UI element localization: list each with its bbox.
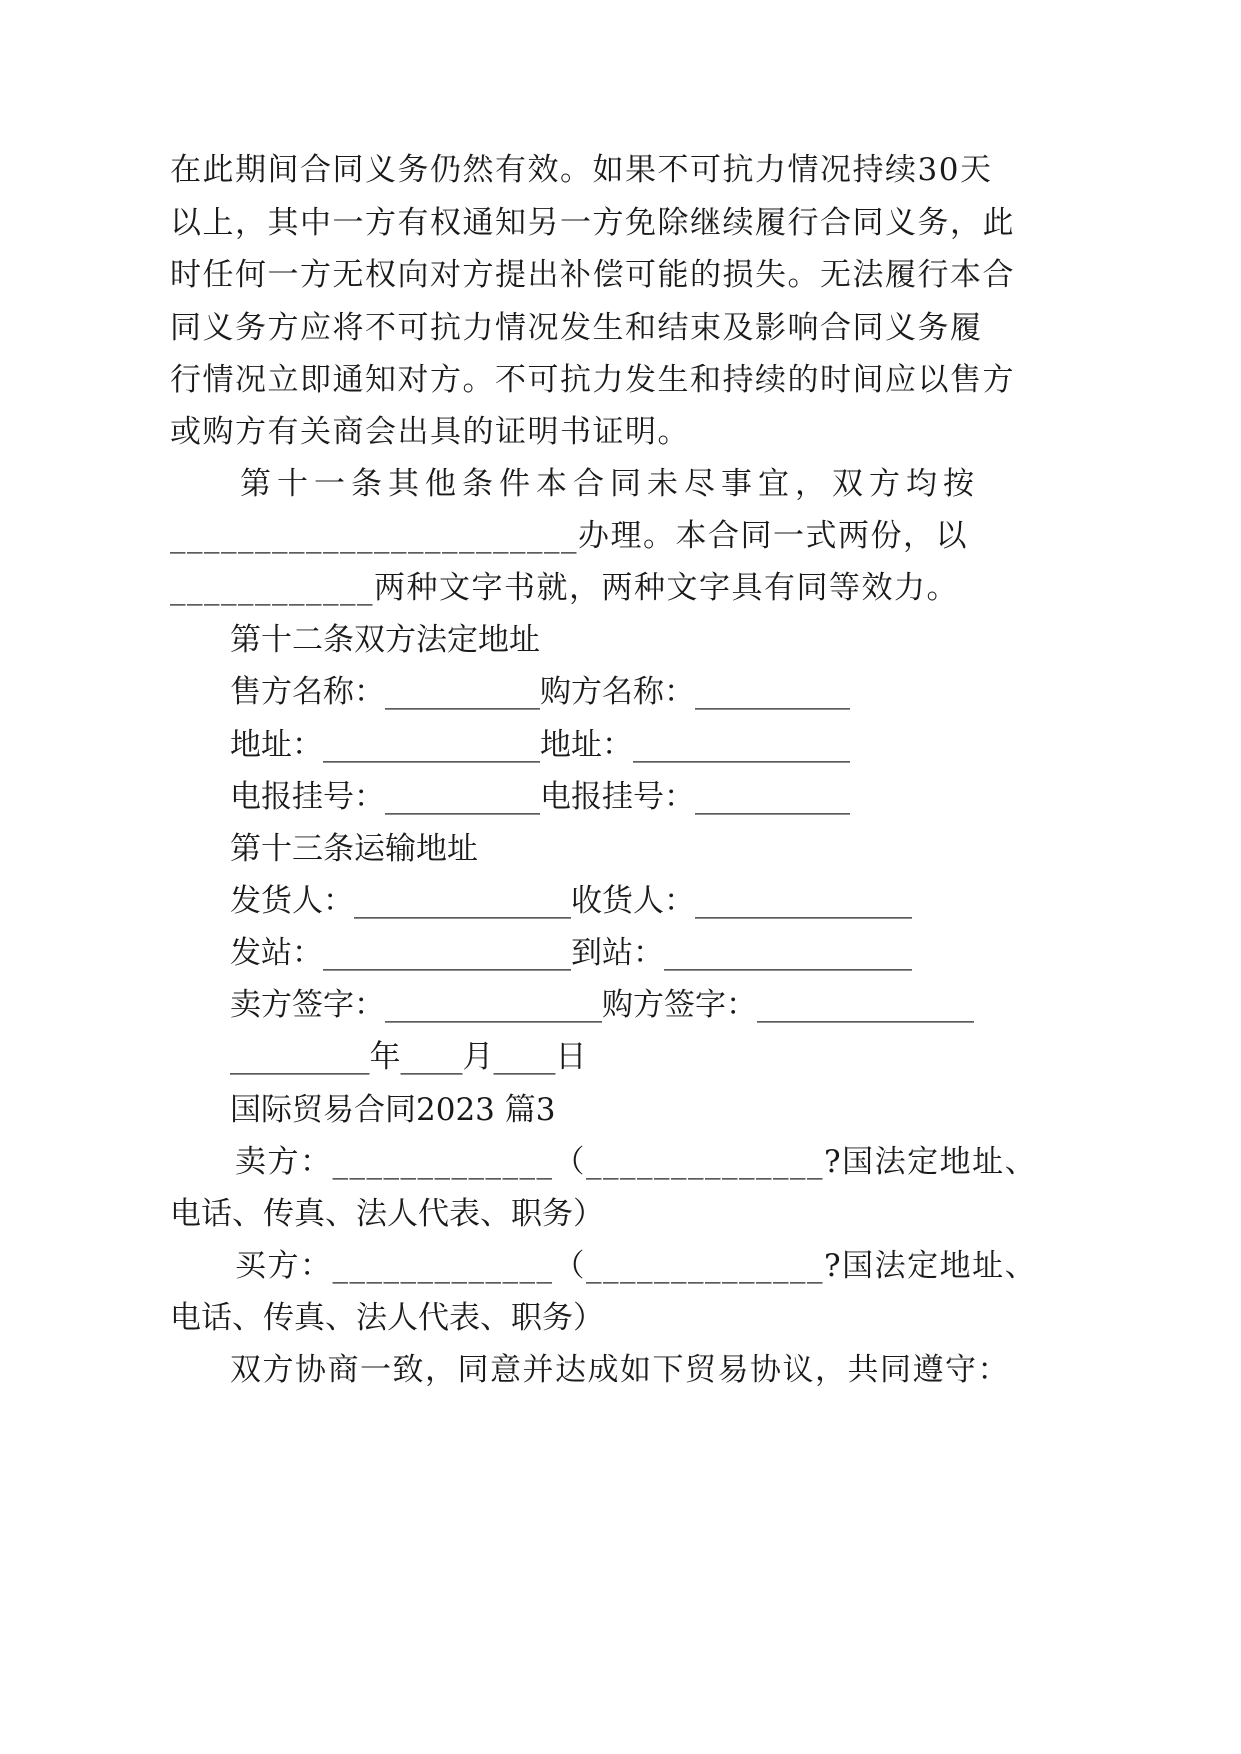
telegraph-line: 电报挂号：__________电报挂号：__________ [230, 779, 850, 815]
seller-buyer-name-line: 售方名称：__________购方名称：__________ [230, 674, 850, 710]
date-line: _________年____月____日 [230, 1039, 587, 1075]
station-line: 发站：________________到站：________________ [230, 935, 912, 971]
seller-line-continued: 电话、传真、法人代表、职务） [170, 1196, 604, 1232]
paragraph-line: 在此期间合同义务仍然有效。如果不可抗力情况持续30天 [170, 152, 993, 188]
shipper-consignee-line: 发货人：______________收货人：______________ [230, 883, 912, 919]
paragraph-line: 或购方有关商会出具的证明书证明。 [170, 414, 690, 450]
article-12-title: 第十二条双方法定地址 [230, 622, 540, 658]
article-11-line-3: ____________两种文字书就，两种文字具有同等效力。 [170, 570, 959, 606]
paragraph-line: 以上，其中一方有权通知另一方免除继续履行合同义务，此 [170, 205, 1015, 241]
agreement-line: 双方协商一致，同意并达成如下贸易协议，共同遵守： [230, 1352, 1010, 1388]
address-line: 地址：______________地址：______________ [230, 727, 850, 763]
signature-line: 卖方签字：______________购方签字：______________ [230, 987, 974, 1023]
buyer-line: 买方：_____________（______________?国法定地址、 [235, 1248, 1038, 1284]
buyer-line-continued: 电话、传真、法人代表、职务） [170, 1300, 604, 1336]
article-11-line-1: 第十一条其他条件本合同未尽事宜，双方均按 [240, 466, 980, 502]
paragraph-line: 同义务方应将不可抗力情况发生和结束及影响合同义务履 [170, 310, 983, 346]
paragraph-line: 行情况立即通知对方。不可抗力发生和持续的时间应以售方 [170, 362, 1015, 398]
article-11-line-2: ________________________办理。本合同一式两份，以 [170, 518, 968, 554]
article-13-title: 第十三条运输地址 [230, 831, 478, 867]
paragraph-line: 时任何一方无权向对方提出补偿可能的损失。无法履行本合 [170, 257, 1015, 293]
section-heading: 国际贸易合同2023 篇3 [230, 1092, 556, 1128]
seller-line: 卖方：_____________（______________?国法定地址、 [235, 1144, 1038, 1180]
